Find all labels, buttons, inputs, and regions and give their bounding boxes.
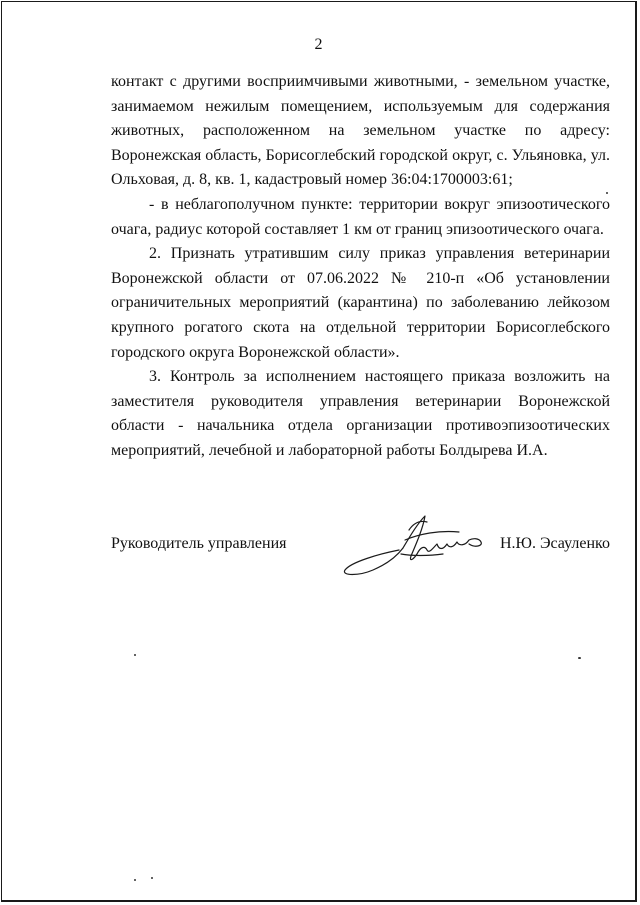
document-body [111,70,610,464]
signatory-position: Руководитель управления [111,535,287,552]
paragraph-continuation: контакт с другими восприимчивыми животными, - земельном участке, занимаемом нежилым помещением, используемым для содержания животных, расположенном на земельном участке по адресу: Воронежская область, Борисоглебский городской округ, с. Ульяновка, ул. Ольховая, д. 8, кв. 1, кадастровый номер 36:04:1700003:61; [111,73,610,189]
scan-speck [134,654,136,656]
paragraph-item-2: 2. Признать утратившим силу приказ управления ветеринарии Воронежской области от 07.06.2022 № 210-п «Об установлении ограничительных мероприятий (карантина) по заболеванию лейкозом крупного рогатого скота на отдельной территории Борисоглебского городского округа Воронежской области». [111,245,610,361]
page-number: 2 [314,36,323,53]
scan-speck [134,879,136,881]
paragraph-item-3: 3. Контроль за исполнением настоящего приказа возложить на заместителя руководителя управления ветеринарии Воронежской области - начальника отдела организации противоэпизоотических мероприятий, лечебной и лабораторной работы Болдырева И.А. [111,368,610,459]
paragraph-radius: - в неблагополучном пункте: территории вокруг эпизоотического очага, радиус которой составляет 1 км от границ эпизоотического очага. [111,195,610,238]
handwritten-signature [339,510,489,582]
scan-speck [578,657,581,659]
document-page [1,1,637,902]
signatory-name: Н.Ю. Эсауленко [499,535,610,552]
scan-speck [606,192,608,194]
signature-block [111,532,610,592]
scan-speck [151,877,153,879]
